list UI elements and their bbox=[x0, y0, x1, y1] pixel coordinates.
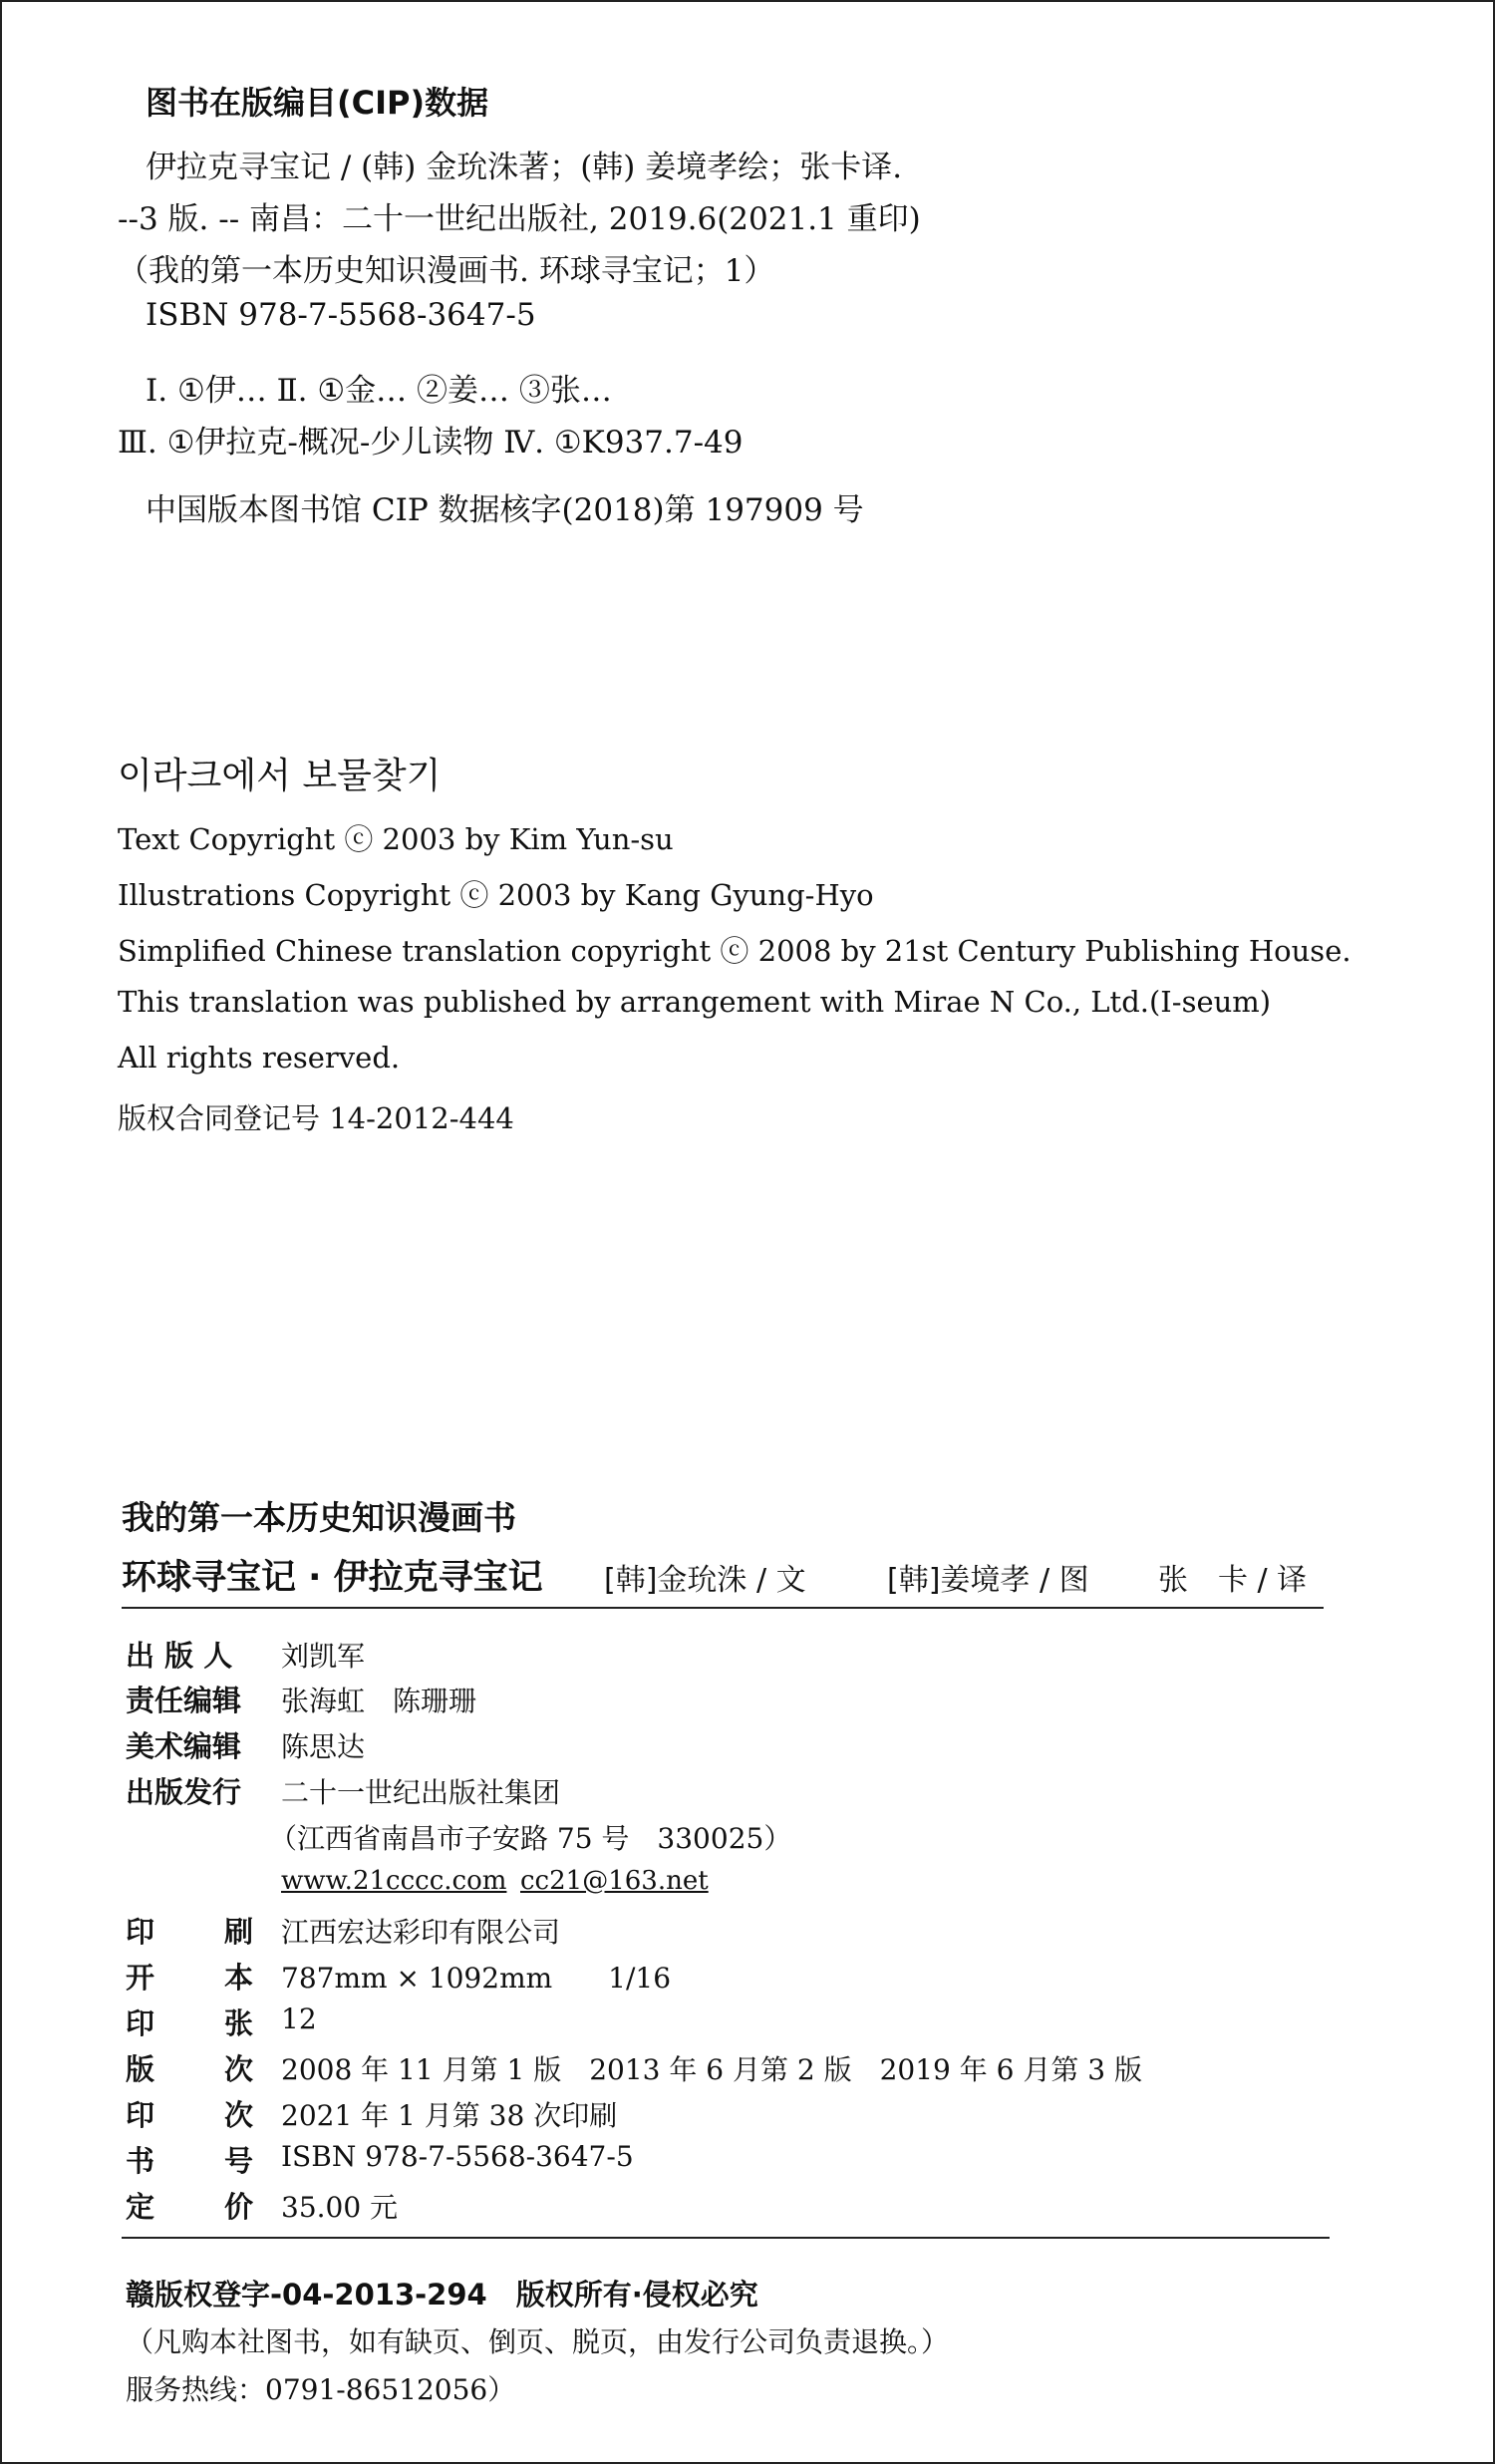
copyright-rights-line: All rights reserved. bbox=[118, 1041, 401, 1075]
label-price: 定价 bbox=[126, 2190, 253, 2224]
value-distributor-address: （江西省南昌市子安路 75 号 330025） bbox=[269, 1822, 792, 1855]
publisher-website-link[interactable]: www.21cccc.com bbox=[281, 1866, 507, 1896]
label-publisher: 出 版 人 bbox=[126, 1639, 233, 1673]
imprint-top-divider bbox=[122, 1607, 1324, 1609]
value-editions: 2008 年 11 月第 1 版 2013 年 6 月第 2 版 2019 年 6 月第 3 版 bbox=[281, 2053, 1142, 2086]
cip-line-series: （我的第一本历史知识漫画书. 环球寻宝记；1） bbox=[118, 253, 775, 289]
author-credit: [韩]金玧洙 / 文 bbox=[604, 1563, 806, 1598]
service-hotline: 服务热线：0791-86512056） bbox=[126, 2373, 516, 2406]
copyright-arrangement-line: This translation was published by arrangement with Mirae N Co., Ltd.(I-seum) bbox=[118, 985, 1272, 1019]
label-printer: 印刷 bbox=[126, 1915, 253, 1949]
cip-line-edition: --3 版. -- 南昌：二十一世纪出版社, 2019.6(2021.1 重印) bbox=[118, 201, 921, 237]
copyright-illustrations-line: Illustrations Copyright ⓒ 2003 by Kang Gyung-Hyo bbox=[118, 878, 874, 912]
value-responsible-editors: 张海虹 陈珊珊 bbox=[281, 1685, 477, 1717]
value-format: 787mm × 1092mm 1/16 bbox=[281, 1962, 672, 1995]
cip-line-classification-1: Ⅰ. ①伊… Ⅱ. ①金… ②姜… ③张… bbox=[146, 373, 612, 409]
copyright-registration: 赣版权登字-04-2013-294 版权所有·侵权必究 bbox=[126, 2278, 758, 2311]
imprint-bottom-divider bbox=[122, 2237, 1330, 2239]
korean-original-title: 이라크에서 보물찾기 bbox=[118, 756, 442, 796]
value-distributor: 二十一世纪出版社集团 bbox=[281, 1776, 561, 1809]
value-printing: 2021 年 1 月第 38 次印刷 bbox=[281, 2099, 618, 2132]
label-distributor: 出版发行 bbox=[126, 1775, 242, 1809]
label-editions: 版次 bbox=[126, 2052, 253, 2086]
copyright-text-line: Text Copyright ⓒ 2003 by Kim Yun-su bbox=[118, 822, 674, 856]
value-book-number: ISBN 978-7-5568-3647-5 bbox=[281, 2140, 634, 2173]
cip-heading: 图书在版编目(CIP)数据 bbox=[146, 84, 489, 122]
cip-line-classification-2: Ⅲ. ①伊拉克-概况-少儿读物 Ⅳ. ①K937.7-49 bbox=[118, 425, 744, 461]
cip-line-title: 伊拉克寻宝记 / (韩) 金玧洙著；(韩) 姜境孝绘；张卡译. bbox=[146, 150, 903, 185]
publisher-email-link[interactable]: cc21@163.net bbox=[520, 1866, 709, 1896]
value-printer: 江西宏达彩印有限公司 bbox=[281, 1916, 561, 1949]
label-art-editor: 美术编辑 bbox=[126, 1729, 242, 1763]
cip-line-record-number: 中国版本图书馆 CIP 数据核字(2018)第 197909 号 bbox=[146, 492, 864, 528]
value-price: 35.00 元 bbox=[281, 2191, 399, 2224]
copyright-translation-line: Simplified Chinese translation copyright ⓒ 2008 by 21st Century Publishing House. bbox=[118, 934, 1351, 968]
illustrator-credit: [韩]姜境孝 / 图 bbox=[887, 1563, 1089, 1598]
label-printed-sheets: 印张 bbox=[126, 2006, 253, 2040]
copyright-contract-number: 版权合同登记号 14-2012-444 bbox=[118, 1101, 514, 1135]
value-printed-sheets: 12 bbox=[281, 2002, 317, 2035]
book-title: 环球寻宝记 · 伊拉克寻宝记 bbox=[122, 1558, 543, 1598]
value-art-editor: 陈思达 bbox=[281, 1730, 366, 1763]
return-notice: （凡购本社图书，如有缺页、倒页、脱页，由发行公司负责退换。） bbox=[126, 2325, 950, 2358]
label-book-number: 书号 bbox=[126, 2144, 253, 2178]
translator-credit: 张 卡 / 译 bbox=[1158, 1563, 1308, 1598]
label-printing: 印次 bbox=[126, 2098, 253, 2132]
label-format: 开本 bbox=[126, 1961, 253, 1995]
cip-line-isbn: ISBN 978-7-5568-3647-5 bbox=[146, 297, 536, 333]
series-name: 我的第一本历史知识漫画书 bbox=[122, 1498, 516, 1537]
value-publisher: 刘凯军 bbox=[281, 1640, 366, 1673]
label-responsible-editors: 责任编辑 bbox=[126, 1684, 242, 1717]
